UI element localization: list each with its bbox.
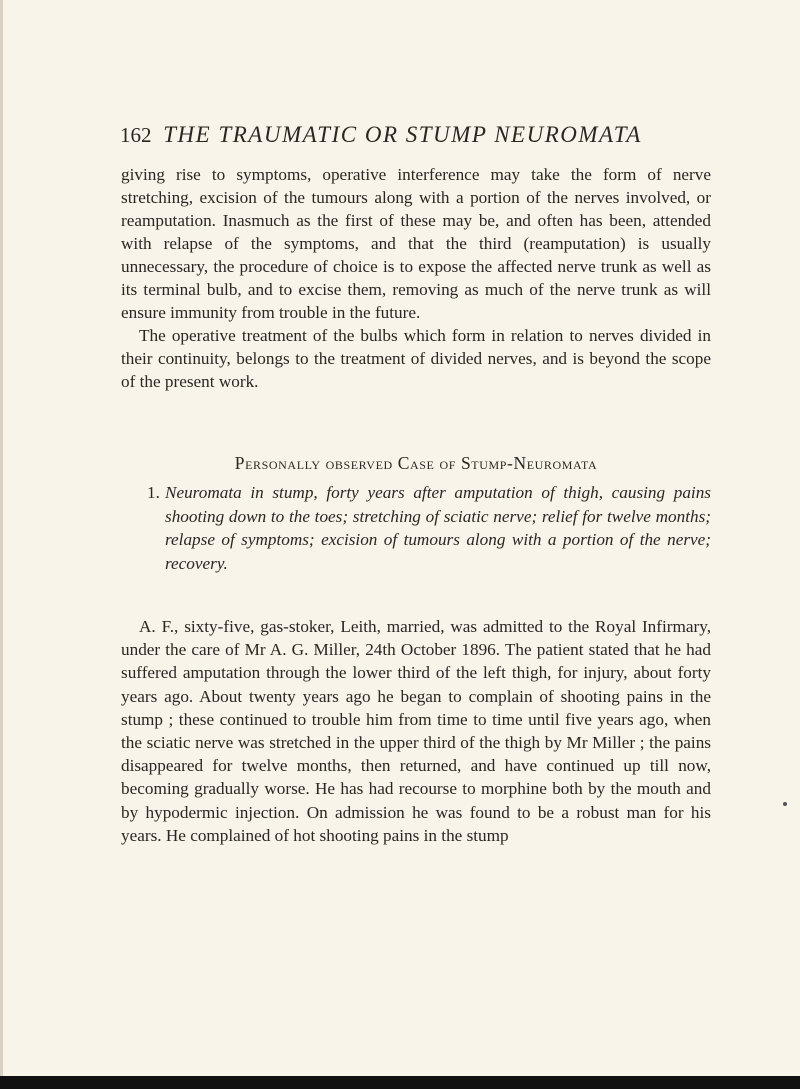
running-title: THE TRAUMATIC OR STUMP NEUROMATA: [163, 122, 642, 147]
page-edge-shadow: [0, 0, 3, 1076]
paragraph-operative-treatment: The operative treatment of the bulbs which form in relation to nerves divided in their continuity, belongs to the treatment of divided nerves, and is beyond the scope of the present work.: [121, 326, 711, 391]
case-title-text: Neuromata in stump, forty years after amputation of thigh, causing pains shooting down to the toes; stretching of sciatic nerve; relief for twelve months; relapse of symptoms; excision of tumours along with a portion of the nerve; recovery.: [165, 483, 711, 573]
section-heading: Personally observed Case of Stump-Neuromata: [234, 453, 598, 473]
case-title: [121, 481, 711, 575]
print-speck: [783, 802, 787, 806]
case-report: [121, 615, 711, 847]
scan-bottom-edge: [0, 1076, 800, 1089]
running-head: [120, 120, 720, 150]
case-report-paragraph: A. F., sixty-five, gas-stoker, Leith, married, was admitted to the Royal Infirmary, under the care of Mr A. G. Miller, 24th October 1896. The patient stated that he had suffered amputation through the lower third of the left thigh, for injury, about forty years ago. About twenty years ago he began to complain of shooting pains in the stump ; these continued to trouble him from time to time until five years ago, when the sciatic nerve was stretched in the upper third of the thigh by Mr Miller ; the pains disappeared for twelve months, then returned, and have continued up till now, becoming gradually worse. He has had recourse to morphine both by the mouth and by hypodermic injection. On admission he was found to be a robust man for his years. He complained of hot shooting pains in the stump: [121, 617, 711, 845]
page-number: 162: [120, 123, 152, 147]
paragraph-continued: giving rise to symptoms, operative interference may take the form of nerve stretching, excision of the tumours along with a portion of the nerves involved, or reamputation. Inasmuch as the first of these may be, and often has been, attended with relapse of the symptoms, and that the third (reamputation) is usually unnecessary, the procedure of choice is to expose the affected nerve trunk as well as its terminal bulb, and to excise them, removing as much of the nerve trunk as will ensure immunity from trouble in the future.: [121, 165, 711, 322]
body-text: [121, 163, 711, 393]
case-number: 1.: [147, 483, 160, 502]
